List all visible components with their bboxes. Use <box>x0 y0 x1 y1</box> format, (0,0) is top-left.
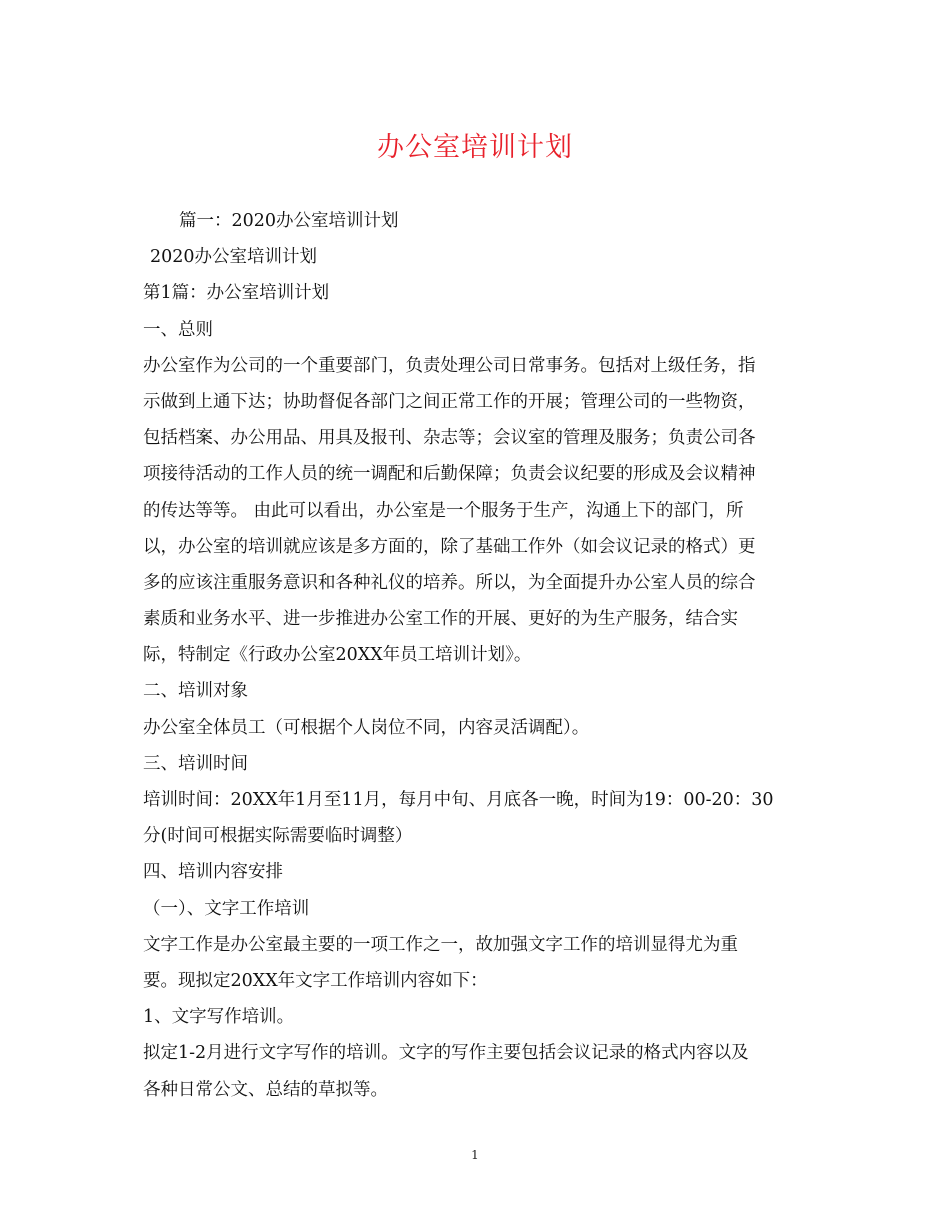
paragraph-line: 篇一：2020办公室培训计划 <box>179 211 399 231</box>
paragraph-line: 际，特制定《行政办公室20XX年员工培训计划》。 <box>143 645 532 666</box>
document-body <box>143 203 808 1108</box>
paragraph-line: 拟定1-2月进行文字写作的培训。文字的写作主要包括会议记录的格式内容以及 <box>143 1043 749 1064</box>
paragraph-line: 办公室作为公司的一个重要部门，负责处理公司日常事务。包括对上级任务，指 <box>143 355 756 376</box>
paragraph-line: 示做到上通下达；协助督促各部门之间正常工作的开展；管理公司的一些物资， <box>143 391 756 412</box>
section-heading: 四、培训内容安排 <box>143 862 283 883</box>
paragraph-line: 素质和业务水平、进一步推进办公室工作的开展、更好的为生产服务，结合实 <box>143 609 738 630</box>
paragraph-line: 要。现拟定20XX年文字工作培训内容如下： <box>143 970 488 991</box>
paragraph-line: 包括档案、办公用品、用具及报刊、杂志等；会议室的管理及服务；负责公司各 <box>143 428 756 449</box>
paragraph-line: 项接待活动的工作人员的统一调配和后勤保障；负责会议纪要的形成及会议精神 <box>143 464 756 485</box>
paragraph-line: 多的应该注重服务意识和各种礼仪的培养。所以，为全面提升办公室人员的综合 <box>143 572 756 593</box>
page-number: 1 <box>471 1148 479 1162</box>
paragraph-line: 分(时间可根据实际需要临时调整） <box>143 826 413 847</box>
section-heading: 二、培训对象 <box>143 681 248 702</box>
paragraph-line: 2020办公室培训计划 <box>150 247 318 268</box>
section-heading: 三、培训时间 <box>143 753 248 774</box>
paragraph-line: 第1篇：办公室培训计划 <box>143 283 330 304</box>
paragraph-line: 的传达等等。 由此可以看出，办公室是一个服务于生产，沟通上下的部门，所 <box>143 500 744 521</box>
document-title: 办公室培训计划 <box>377 132 573 163</box>
section-heading: 一、总则 <box>143 319 213 340</box>
paragraph-line: 以，办公室的培训就应该是多方面的，除了基础工作外（如会议记录的格式）更 <box>143 536 756 557</box>
list-item-heading: 1、文字写作培训。 <box>143 1007 295 1028</box>
paragraph-line: 各种日常公文、总结的草拟等。 <box>143 1079 388 1100</box>
paragraph-line: 培训时间：20XX年1月至11月，每月中旬、月底各一晚，时间为19：00-20：30 <box>143 790 774 810</box>
paragraph-line: 文字工作是办公室最主要的一项工作之一，故加强文字工作的培训显得尤为重 <box>143 934 738 955</box>
subsection-heading: （一）、文字工作培训 <box>143 898 310 919</box>
paragraph-line: 办公室全体员工（可根据个人岗位不同，内容灵活调配）。 <box>143 717 590 738</box>
